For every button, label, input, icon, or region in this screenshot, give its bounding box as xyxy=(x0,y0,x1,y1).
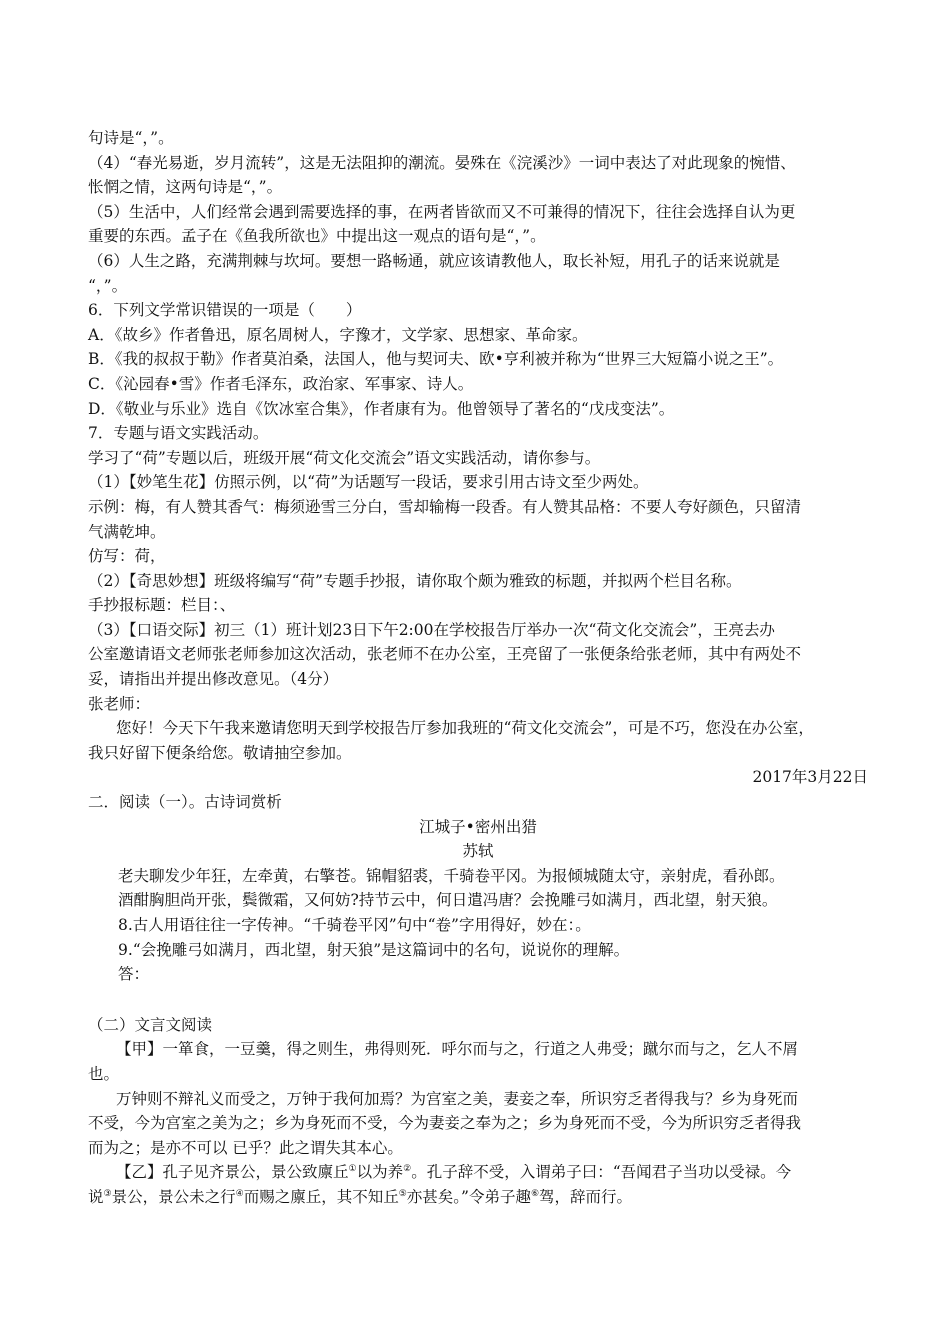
passage-line: 也。 xyxy=(88,1064,120,1083)
text-line: （5）生活中，人们经常会遇到需要选择的事，在两者皆欲而又不可兼得的情况下，往往会选择自认为更 xyxy=(88,202,796,221)
footnote-marker: ① xyxy=(348,1164,357,1175)
passage-line xyxy=(88,1160,868,1185)
text-line: 手抄报标题：栏目：、 xyxy=(88,596,236,615)
passage-line: 不受，今为宫室之美为之；乡为身死而不受，今为妻妾之奉为之；乡为身死而不受，今为所识穷乏者得我 xyxy=(88,1114,802,1133)
footnote-marker: ⑤ xyxy=(398,1188,407,1199)
poem-line: 酒酣胸胆尚开张，鬓微霜，又何妨?持节云中，何日遣冯唐？会挽雕弓如满月，西北望，射天狼。 xyxy=(118,891,778,910)
question-9: 9.“会挽雕弓如满月，西北望，射天狼”是这篇词中的名句，说说你的理解。 xyxy=(118,940,630,959)
passage-text: 以为养 xyxy=(356,1163,404,1182)
passage-text: 而赐之廪丘，其不知丘 xyxy=(243,1187,399,1206)
footnote-marker: ⑥ xyxy=(530,1188,540,1199)
text-line: 示例：梅，有人赞其香气：梅须逊雪三分白，雪却输梅一段香。有人赞其品格：不要人夸好颜色，只留清 xyxy=(88,497,802,516)
text-line: 句诗是“，”。 xyxy=(88,129,174,147)
footnote-marker: ② xyxy=(403,1164,412,1175)
option-b: B．《我的叔叔于勒》作者莫泊桑，法国人，他与契诃夫、欧•亨利被并称为“世界三大短篇小说之王”。 xyxy=(88,350,784,369)
text-line: 公室邀请语文老师张老师参加这次活动，张老师不在办公室，王亮留了一张便条给张老师，其中有两处不 xyxy=(88,645,802,664)
footnote-marker: ④ xyxy=(235,1188,244,1199)
poem-title: 江城子•密州出猎 xyxy=(419,817,537,836)
text-line: 妥，请指出并提出修改意见。（4分） xyxy=(88,670,339,689)
text-line: （6）人生之路，充满荆棘与坎坷。要想一路畅通，就应该请教他人，取长补短，用孔子的话来说就是 xyxy=(88,251,780,270)
passage-text: 驾，辞而行。 xyxy=(539,1187,633,1206)
poem-author: 苏轼 xyxy=(462,842,494,861)
passage-line xyxy=(88,1185,868,1210)
note-line: 我只好留下便条给您。敬请抽空参加。 xyxy=(88,743,352,762)
text-line: “，”。 xyxy=(88,276,128,295)
passage-yi xyxy=(88,1160,868,1209)
question-6-title: 6．下列文学常识错误的一项是（ ） xyxy=(88,301,362,320)
question-8: 8.古人用语往往一字传神。“千骑卷平冈”句中“卷”字用得好，妙在：。 xyxy=(118,916,591,934)
note-body xyxy=(88,716,868,790)
text-line: 仿写：荷， xyxy=(88,547,166,566)
option-d: D．《敬业与乐业》选自《饮冰室合集》，作者康有为。他曾领导了著名的“戊戌变法”。 xyxy=(88,399,675,418)
question-7-title: 7．专题与语文实践活动。 xyxy=(88,424,269,443)
footnote-marker: ③ xyxy=(103,1188,112,1199)
passage-text: 景公，景公未之行 xyxy=(111,1187,236,1206)
passage-text: 【乙】孔子见齐景公，景公致廪丘 xyxy=(116,1163,349,1182)
text-line: （2）【奇思妙想】班级将编写“荷”专题手抄报，请你取个颇为雅致的标题，并拟两个栏目名称。 xyxy=(88,571,742,590)
text-line: 怅惘之情，这两句诗是“，”。 xyxy=(88,178,283,197)
text-line: 重要的东西。孟子在《鱼我所欲也》中提出这一观点的语句是“，”。 xyxy=(88,227,546,246)
text-line: （1）【妙笔生花】仿照示例，以“荷”为话题写一段话，要求引用古诗文至少两处。 xyxy=(88,473,649,492)
text-line: （3）【口语交际】初三（1）班计划23日下午2:00在学校报告厅举办一次“荷文化交流会”，王亮去办 xyxy=(88,620,775,639)
poem-line: 老夫聊发少年狂，左牵黄，右擎苍。锦帽貂裘，千骑卷平冈。为报倾城随太守，亲射虎，看孙郎。 xyxy=(118,866,785,885)
option-a: A．《故乡》作者鲁迅，原名周树人，字豫才，文学家、思想家、革命家。 xyxy=(88,325,588,344)
passage-text: 亦甚矣。”令弟子趣 xyxy=(406,1187,531,1206)
questions-block xyxy=(88,126,868,716)
note-line: 您好！今天下午我来邀请您明天到学校报告厅参加我班的“荷文化交流会”，可是不巧，您没在办公室， xyxy=(116,719,814,738)
note-date: 2017年3月22日 xyxy=(752,768,868,787)
passage-jia xyxy=(88,1037,868,1086)
passage-wanzhong xyxy=(88,1087,868,1161)
answer-label: 答： xyxy=(118,965,150,984)
passage-text: 说 xyxy=(88,1187,104,1206)
section-heading: 二．阅读（一）。古诗词赏析 xyxy=(88,793,282,812)
passage-text: 。孔子辞不受，入谓弟子曰：“吾闻君子当功以受禄。今 xyxy=(411,1163,792,1182)
text-line: 气满乾坤。 xyxy=(88,522,166,541)
passage-line: 万钟则不辩礼义而受之，万钟于我何加焉？为宫室之美，妻妾之奉，所识穷乏者得我与？乡为身死而 xyxy=(116,1089,799,1108)
passage-line: 【甲】一箪食，一豆羹，得之则生，弗得则死．呼尔而与之，行道之人弗受；蹴尔而与之，乞人不屑 xyxy=(116,1040,799,1059)
spacer xyxy=(88,987,868,1013)
note-salutation: 张老师： xyxy=(88,694,151,713)
passage-line: 而为之；是亦不可以 已乎？此之谓失其本心。 xyxy=(88,1138,403,1157)
poem-block xyxy=(88,815,868,987)
document-page xyxy=(88,126,868,1210)
text-line: （4）“春光易逝，岁月流转”，这是无法阻抑的潮流。晏殊在《浣溪沙》一词中表达了对此现象的惋惜、 xyxy=(88,153,796,172)
text-line: 学习了“荷”专题以后，班级开展“荷文化交流会”语文实践活动，请你参与。 xyxy=(88,448,601,467)
option-c: C．《沁园春•雪》作者毛泽东，政治家、军事家、诗人。 xyxy=(88,374,474,393)
section-heading: （二）文言文阅读 xyxy=(88,1015,213,1034)
